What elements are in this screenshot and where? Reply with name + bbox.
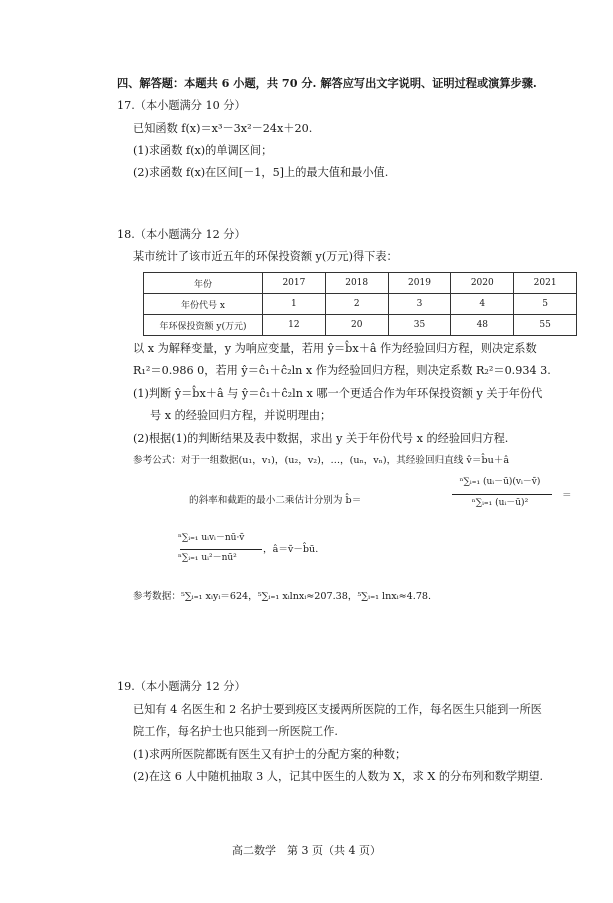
q19-title: 19.（本小题满分 12 分） bbox=[117, 680, 246, 693]
fraction2-numerator: ⁿ∑ᵢ₌₁ uᵢvᵢ－nū·v̄ bbox=[178, 533, 245, 543]
table-cell: 5 bbox=[514, 294, 577, 315]
q17-part1: (1)求函数 f(x)的单调区间； bbox=[133, 144, 273, 157]
q18-intro: 某市统计了该市近五年的环保投资额 y(万元)得下表： bbox=[133, 250, 398, 263]
q17-part2: (2)求函数 f(x)在区间[－1，5]上的最大值和最小值. bbox=[133, 166, 389, 179]
q18-text2: R₁²＝0.986 0，若用 ŷ＝ĉ₁＋ĉ₂ln x 作为经验回归方程，则决定系数 R₂²＝0.934 3. bbox=[133, 364, 551, 377]
investment-table bbox=[143, 272, 577, 336]
table-cell: 2020 bbox=[451, 273, 514, 294]
table-row-label: 年份 bbox=[144, 273, 263, 294]
fraction1-numerator: ⁿ∑ᵢ₌₁ (uᵢ－ū)(vᵢ－v̄) bbox=[459, 477, 541, 487]
page-footer: 高二数学 第 3 页（共 4 页） bbox=[232, 844, 381, 857]
q18-part1-line1: (1)判断 ŷ＝b̂x＋â 与 ŷ＝ĉ₁＋ĉ₂ln x 哪一个更适合作为年环保投资额 y 关于年份代 bbox=[133, 387, 543, 400]
table-cell: 2 bbox=[325, 294, 388, 315]
q18-part2: (2)根据(1)的判断结果及表中数据，求出 y 关于年份代号 x 的经验回归方程. bbox=[133, 432, 509, 445]
fraction2-bar bbox=[180, 549, 262, 550]
q19-part1: (1)求两所医院都既有医生又有护士的分配方案的种数； bbox=[133, 748, 407, 761]
section-heading: 四、解答题：本题共 6 小题，共 70 分. 解答应写出文字说明、证明过程或演算步骤. bbox=[117, 76, 537, 90]
table-cell: 20 bbox=[325, 315, 388, 336]
table-cell: 2021 bbox=[514, 273, 577, 294]
ref-data: 参考数据：⁵∑ᵢ₌₁ xᵢyᵢ＝624，⁵∑ᵢ₌₁ xᵢlnxᵢ≈207.38，⁵∑ᵢ₌₁ lnxᵢ≈4.78. bbox=[133, 591, 432, 602]
table-cell: 2019 bbox=[388, 273, 451, 294]
table-cell: 4 bbox=[451, 294, 514, 315]
table-cell: 1 bbox=[263, 294, 326, 315]
q19-text2: 院工作，每名护士也只能到一所医院工作. bbox=[133, 725, 338, 738]
table-row bbox=[144, 315, 577, 336]
table-cell: 48 bbox=[451, 315, 514, 336]
fraction2-denominator: ⁿ∑ᵢ₌₁ uᵢ²－nū² bbox=[178, 553, 237, 563]
table-row bbox=[144, 294, 577, 315]
table-cell: 2017 bbox=[263, 273, 326, 294]
table-cell: 35 bbox=[388, 315, 451, 336]
ref-formula-line1: 参考公式：对于一组数据(u₁，v₁)，(u₂，v₂)，…，(uₙ，vₙ)，其经验回归直线 v̂＝b̂u＋â bbox=[133, 455, 510, 466]
q18-text1: 以 x 为解释变量，y 为响应变量，若用 ŷ＝b̂x＋â 作为经验回归方程，则决定系数 bbox=[133, 342, 537, 355]
table-row bbox=[144, 273, 577, 294]
table-row-label: 年环保投资额 y(万元) bbox=[144, 315, 263, 336]
fraction1-bar bbox=[452, 494, 552, 495]
table-row-label: 年份代号 x bbox=[144, 294, 263, 315]
fraction1-denominator: ⁿ∑ᵢ₌₁ (uᵢ－ū)² bbox=[471, 498, 529, 508]
table-cell: 12 bbox=[263, 315, 326, 336]
table-cell: 2018 bbox=[325, 273, 388, 294]
equals-sign: ＝ bbox=[562, 490, 572, 501]
q18-title: 18.（本小题满分 12 分） bbox=[117, 228, 246, 241]
q18-part1-line2: 号 x 的经验回归方程，并说明理由； bbox=[150, 409, 332, 422]
fraction2-tail: ，â＝v̄－b̂ū. bbox=[263, 544, 319, 555]
table-cell: 55 bbox=[514, 315, 577, 336]
ref-formula-line2: 的斜率和截距的最小二乘估计分别为 b̂＝ bbox=[189, 495, 362, 506]
q19-part2: (2)在这 6 人中随机抽取 3 人，记其中医生的人数为 X，求 X 的分布列和数学期望. bbox=[133, 770, 544, 783]
q17-title: 17.（本小题满分 10 分） bbox=[117, 99, 246, 112]
q17-given: 已知函数 f(x)＝x³－3x²－24x＋20. bbox=[133, 122, 313, 135]
q19-text1: 已知有 4 名医生和 2 名护士要到疫区支援两所医院的工作，每名医生只能到一所医 bbox=[133, 703, 542, 716]
table-cell: 3 bbox=[388, 294, 451, 315]
